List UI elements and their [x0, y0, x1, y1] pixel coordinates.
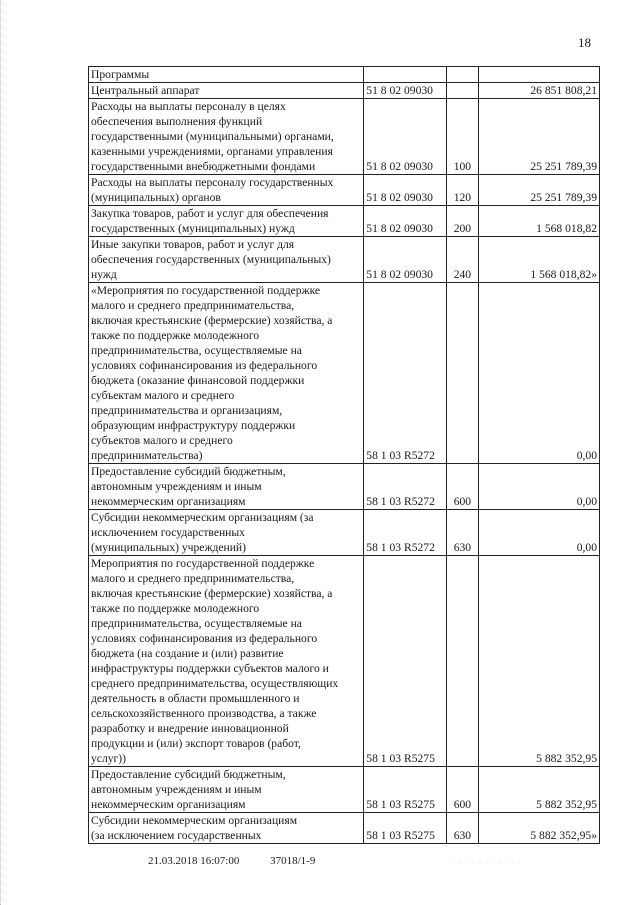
row-name: Предоставление субсидий бюджетным, автономным учреждениям и иным некоммерческим организациям	[89, 767, 364, 813]
row-amount: 1 568 018,82	[479, 206, 600, 237]
row-group	[446, 556, 479, 767]
document-footer	[148, 855, 315, 867]
table-row	[89, 67, 600, 83]
row-group: 600	[446, 767, 479, 813]
row-amount: 26 851 808,21	[479, 83, 600, 99]
table-row	[89, 813, 600, 844]
row-code: 58 1 03 R5272	[364, 510, 446, 556]
table-row	[89, 206, 600, 237]
row-group: 240	[446, 237, 479, 283]
row-group: 100	[446, 99, 479, 175]
row-name: Расходы на выплаты персоналу государственных (муниципальных) органов	[89, 175, 364, 206]
row-code: 58 1 03 R5272	[364, 283, 446, 464]
row-group: 630	[446, 510, 479, 556]
row-name: Субсидии некоммерческим организациям (за исключением государственных	[89, 813, 364, 844]
table-row	[89, 237, 600, 283]
scan-edge	[0, 0, 5, 905]
row-amount	[479, 67, 600, 83]
row-group: 200	[446, 206, 479, 237]
row-code: 58 1 03 R5272	[364, 464, 446, 510]
row-code	[364, 67, 446, 83]
row-amount: 25 251 789,39	[479, 175, 600, 206]
faint-stamp-trace: · · · · · · · · · · ·	[452, 858, 523, 867]
row-code: 51 8 02 09030	[364, 206, 446, 237]
row-name: Закупка товаров, работ и услуг для обеспечения государственных (муниципальных) нужд	[89, 206, 364, 237]
row-name: Предоставление субсидий бюджетным, автономным учреждениям и иным некоммерческим организациям	[89, 464, 364, 510]
row-amount: 0,00	[479, 283, 600, 464]
row-group: 600	[446, 464, 479, 510]
footer-timestamp: 21.03.2018 16:07:00	[148, 855, 240, 867]
row-name: Иные закупки товаров, работ и услуг для обеспечения государственных (муниципальных) нужд	[89, 237, 364, 283]
row-code: 58 1 03 R5275	[364, 556, 446, 767]
table-row	[89, 767, 600, 813]
row-name: «Мероприятия по государственной поддержке малого и среднего предпринимательства, включая крестьянские (фермерские) хозяйства, а также по поддержке молодежного предпринимательства, осуществляемые на условиях софинансирования из федерального бюджета (оказание финансовой поддержки субъектам малого и среднего предпринимательства и организациям, образующим инфраструктуру поддержки субъектов малого и среднего предпринимательства)	[89, 283, 364, 464]
row-code: 51 8 02 09030	[364, 83, 446, 99]
row-code: 58 1 03 R5275	[364, 767, 446, 813]
page-number: 18	[578, 35, 591, 50]
row-code: 51 8 02 09030	[364, 99, 446, 175]
row-group	[446, 283, 479, 464]
row-amount: 5 882 352,95	[479, 556, 600, 767]
footer-registration-number: 37018/1-9	[270, 855, 316, 867]
row-name: Программы	[89, 67, 364, 83]
table-row	[89, 175, 600, 206]
table-row	[89, 283, 600, 464]
table-row	[89, 464, 600, 510]
table-row	[89, 83, 600, 99]
row-code: 51 8 02 09030	[364, 237, 446, 283]
row-name: Центральный аппарат	[89, 83, 364, 99]
row-amount: 1 568 018,82»	[479, 237, 600, 283]
row-name: Субсидии некоммерческим организациям (за исключением государственных (муниципальных) учреждений)	[89, 510, 364, 556]
row-code: 58 1 03 R5275	[364, 813, 446, 844]
row-name: Расходы на выплаты персоналу в целях обеспечения выполнения функций государственными (муниципальными) органами, казенными учреждениями, органами управления государственными внебюджетными фондами	[89, 99, 364, 175]
row-amount: 0,00	[479, 464, 600, 510]
row-group	[446, 67, 479, 83]
row-amount: 5 882 352,95»	[479, 813, 600, 844]
row-name: Мероприятия по государственной поддержке малого и среднего предпринимательства, включая крестьянские (фермерские) хозяйства, а также по поддержке молодежного предпринимательства, осуществляемые на условиях софинансирования из федерального бюджета (на создание и (или) развитие инфраструктуры поддержки субъектов малого и среднего предпринимательства, осуществляющих деятельность в области промышленного и сельскохозяйственного производства, а также разработку и внедрение инновационной продукции и (или) экспорт товаров (работ, услуг))	[89, 556, 364, 767]
row-group	[446, 83, 479, 99]
row-amount: 5 882 352,95	[479, 767, 600, 813]
row-group: 120	[446, 175, 479, 206]
row-amount: 0,00	[479, 510, 600, 556]
table-row	[89, 556, 600, 767]
table-row	[89, 99, 600, 175]
row-group: 630	[446, 813, 479, 844]
table-row	[89, 510, 600, 556]
budget-table	[88, 66, 600, 844]
row-amount: 25 251 789,39	[479, 99, 600, 175]
row-code: 51 8 02 09030	[364, 175, 446, 206]
